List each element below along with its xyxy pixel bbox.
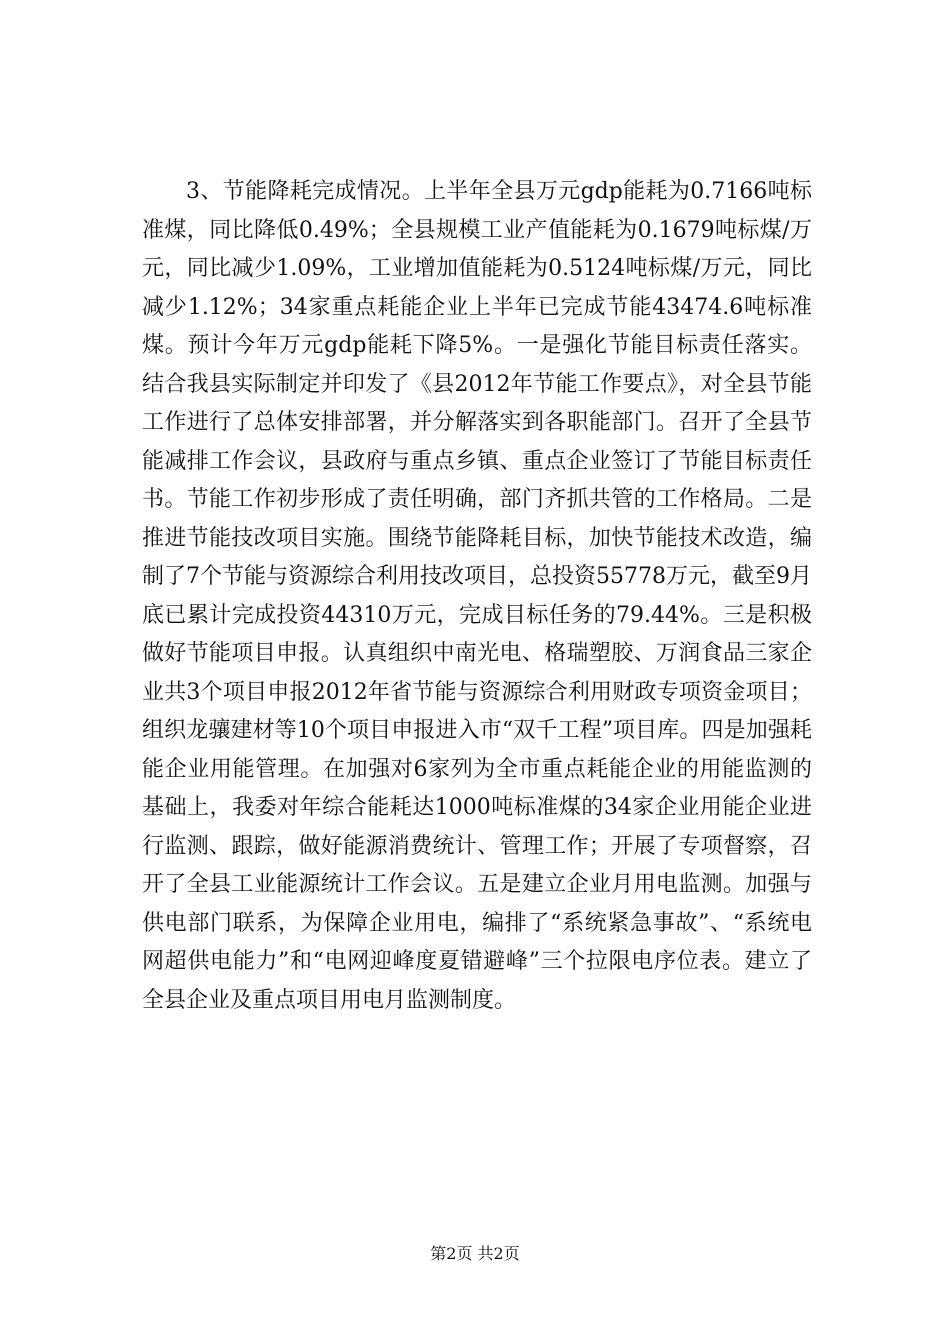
body-paragraph: 3、节能降耗完成情况。上半年全县万元gdp能耗为0.7166吨标准煤，同比降低0.49%；全县规模工业产值能耗为0.1679吨标煤/万元，同比减少1.09%，工业增加值能耗为0.5124吨标煤/万元，同比减少1.12%；34家重点耗能企业上半年已完成节能43474.6吨标准煤。预计今年万元gdp能耗下降5%。一是强化节能目标责任落实。结合我县实际制定并印发了《县2012年节能工作要点》，对全县节能工作进行了总体安排部署，并分解落实到各职能部门。召开了全县节能减排工作会议，县政府与重点乡镇、重点企业签订了节能目标责任书。节能工作初步形成了责任明确，部门齐抓共管的工作格局。二是推进节能技改项目实施。围绕节能降耗目标，加快节能技术改造，编制了7个节能与资源综合利用技改项目，总投资55778万元，截至9月底已累计完成投资44310万元，完成目标任务的79.44%。三是积极做好节能项目申报。认真组织中南光电、格瑞塑胶、万润食品三家企业共3个项目申报2012年省节能与资源综合利用财政专项资金项目；组织龙骧建材等10个项目申报进入市“双千工程”项目库。四是加强耗能企业用能管理。在加强对6家列为全市重点耗能企业的用能监测的基础上，我委对年综合能耗达1000吨标准煤的34家企业用能企业进行监测、跟踪，做好能源消费统计、管理工作；开展了专项督察，召开了全县工业能源统计工作会议。五是建立企业月用电监测。加强与供电部门联系，为保障企业用电，编排了“系统紧急事故”、“系统电网超供电能力”和“电网迎峰度夏错避峰”三个拉限电序位表。建立了全县企业及重点项目用电月监测制度。: [142, 179, 813, 1013]
page-footer: 第2页 共2页: [430, 1244, 520, 1263]
